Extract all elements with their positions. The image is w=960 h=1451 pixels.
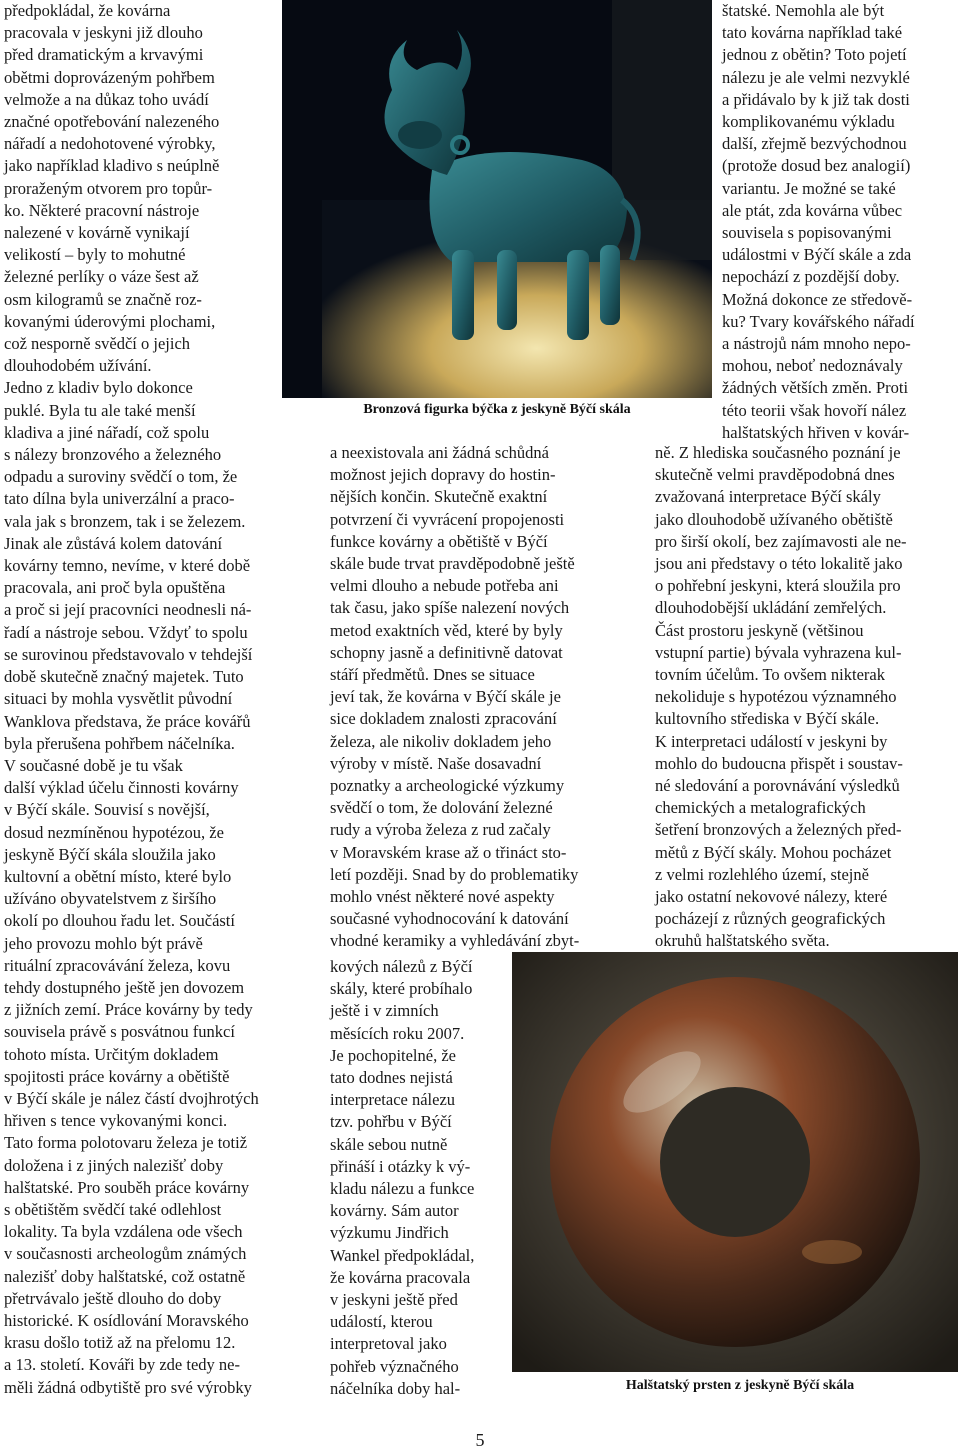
page-number: 5 xyxy=(475,1430,485,1450)
bull-figurine-photo xyxy=(282,0,712,398)
ring-caption: Halštatský prsten z jeskyně Býčí skála xyxy=(625,1378,855,1393)
bull-figurine-caption: Bronzová figurka býčka z jeskyně Býčí skála xyxy=(363,402,631,417)
bull-figurine-illustration xyxy=(282,0,712,398)
column-2-continued-text: kových nálezů z Býčí skály, které probíhalo ještě i v zimních měsících roku 2007. Je pochopitelné, že tato dodnes nejistá interpretace nálezu tzv. pohřbu v Býčí skále sebou nutně přináší i otázky k vý- kladu nálezu a funkce kovárny. Sám autor výzkumu Jindřich Wankel předpokládal, že kovárna pracovala v jeskyni ještě před událostí, kterou interpretoval jako pohřeb význačného náčelníka doby hal- xyxy=(330,957,475,1398)
column-3-bottom-text: ně. Z hlediska současného poznání je skutečně velmi pravděpodobná dnes zvažovaná interpretace Býčí skály jako dlouhodobě užívaného obětiště pro širší okolí, bez zajímavosti ale ne- jsou ani představy o této lokalitě jako o pohřební jeskyni, která sloužila pro dlouhodobější ukládání zemřelých. Část prostoru jeskyně (většinou vstupní partie) bývala vyhrazena kul- tovním účelům. To ovšem nikterak nekoliduje s hypotézou významného kultovního střediska v Býčí skále. K interpretaci událostí v jeskyni by mohlo do budoucna přispět i soustav- né sledování a porovnávání výsledků chemických a metalografických šetření bronzových a železných před- mětů z Býčí skály. Mohou pocházet z velmi rozlehlého území, stejně jako ostatní nekovové nálezy, které pocházejí z různých geografických okruhů halštatského světa. xyxy=(655,443,907,951)
column-1-text: předpokládal, že kovárna pracovala v jeskyni již dlouho před dramatickým a krvavými obětmi doprovázeným pohřbem velmože a na důkaz toho uvádí značné opotřebování nalezeného nářadí a nedohotovené výrobky, jako například kladivo s neúplně proraženým otvorem pro topůr- ko. Některé pracovní nástroje nalezené v kovárně vynikají velikostí – byly to mohutné železné perlíky o váze šest až osm kilogramů se značně roz- kovanými úderovými plochami, což nesporně svědčí o jejich dlouhodobém užívání. Jedno z kladiv bylo dokonce puklé. Byla tu ale také menší kladiva a jiné nářadí, což spolu s nálezy bronzového a železného odpadu a suroviny svědčí o tom, že tato dílna byla univerzální a praco- vala jak s bronzem, tak i se železem. Jinak ale zůstává kolem datování kovárny temno, nevíme, v které době pracovala, ani proč byla opuštěna a proč si její pracovníci neodnesli ná- řadí a nástroje sebou. Vždyť to spolu se surovinou představovalo v tehdejší době skutečně značný majetek. Tuto situaci by mohla vysvětlit původní Wanklova představa, že práce kovářů byla přerušena pohřbem náčelníka. V současné době je tu však další výklad účelu činnosti kovárny v Býčí skále. Souvisí s novější, dosud nezmíněnou hypotézou, že jeskyně Býčí skála sloužila jako kultovní a obětní místo, které bylo užíváno obyvatelstvem z širšího okolí po dlouhou řadu let. Součástí jeho provozu mohlo být právě rituální zpracovávání železa, kovu tehdy dostupného ještě jen dovozem z jižních zemí. Práce kovárny by tedy souvisela právě s posvátnou funkcí tohoto místa. Určitým dokladem spojitosti práce kovárny a obětiště v Býčí skále je nález částí dvojhrotých hřiven s tence vykovanými konci. Tato forma polotovaru železa je totiž doložena i z jiných nalezišť doby halštatské. Pro souběh práce kovárny s obětištěm svědčí také odlehlost lokality. Ta byla vzdálena ode všech v současnosti archeologům známých nalezišť doby halštatské, což ostatně přetrvávalo ještě dlouho do doby historické. K osídlování Moravského krasu došlo totiž až na přelomu 12. a 13. století. Kováři by zde tedy ne- měli žádná odbytiště pro své výrobky xyxy=(4,1,259,1397)
hallstatt-ring-photo xyxy=(512,952,958,1372)
column-3-top-text: štatské. Nemohla ale být tato kovárna například také jednou z obětin? Toto pojetí nálezu je ale velmi nezvyklé a přidávalo by k již tak dosti komplikovanému výkladu další, zřejmě bezvýchodnou (protože dosud bez analogií) variantu. Je možné se také ale ptát, zda kovárna vůbec souvisela s popisovanými událostmi v Býčí skále a zda nepochází z pozdější doby. Možná dokonce ze středově- ku? Tvary kovářského nářadí a nástrojů nám mnoho nepo- mohou, neboť nedoznávaly žádných větších změn. Proti této teorii však hovoří nález halštatských hřiven v kovár- xyxy=(722,1,915,442)
column-2-text: a neexistovala ani žádná schůdná možnost jejich dopravy do hostin- nějších končin. Skutečně exaktní potvrzení či vyvrácení propojenosti funkce kovárny a obětiště v Býčí skále bude trvat pravděpodobně ještě velmi dlouho a nebude potřeba ani tak času, jako spíše nalezení nových metod exaktních věd, které by byly schopny jasně a definitivně datovat stáří předmětů. Dnes se situace jeví tak, že kovárna v Býčí skále je sice dokladem znalosti zpracování železa, ale nikoliv dokladem jeho výroby v místě. Naše dosavadní poznatky a archeologické výzkumy svědčí o tom, že dolování železné rudy a výroba železa z rud začaly v Moravském krase až o třináct sto- letí později. Snad by do problematiky mohlo vnést některé nové aspekty současné vyhodnocování k datování vhodné keramiky a vyhledávání zbyt- xyxy=(330,443,580,951)
ring-illustration xyxy=(512,952,958,1372)
